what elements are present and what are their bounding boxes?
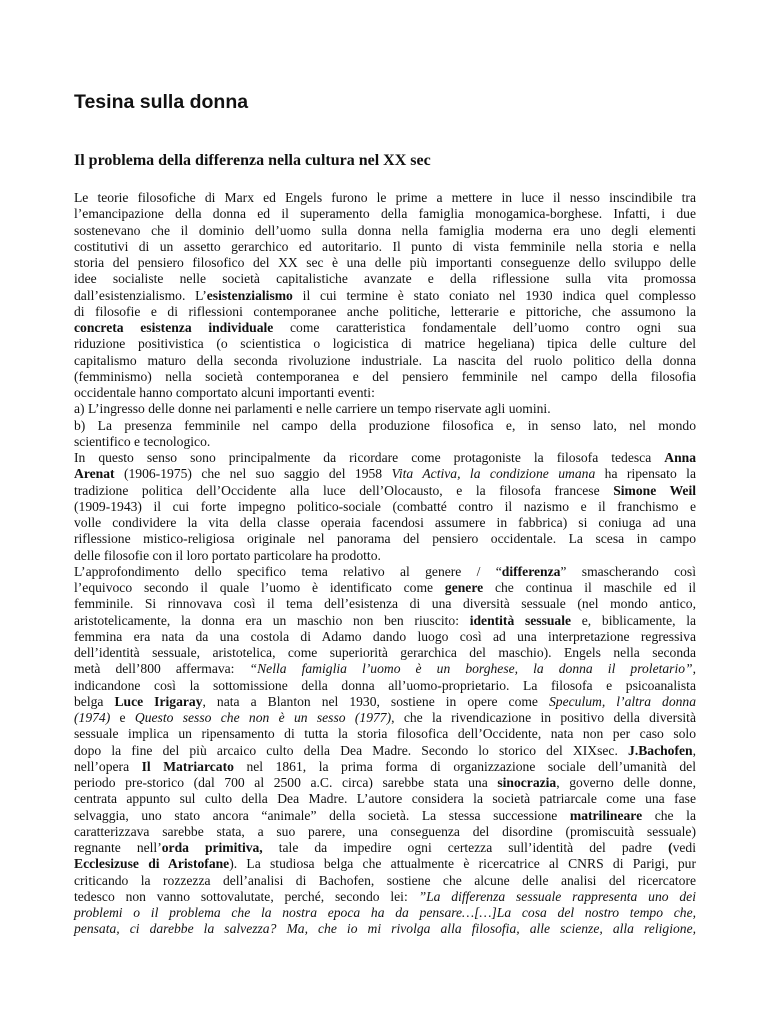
body-line: belga Luce Irigaray, nata a Blanton nel 1930, sostiene in opere come Speculum, l’altra donna (74, 693, 697, 709)
body-line: metà dell’800 affermava: “Nella famiglia l’uomo è un borghese, la donna il proletario”, (74, 661, 697, 677)
body-line: femmina era nata da una costola di Adamo dando luogo così ad una interpretazione regressiva (74, 628, 696, 644)
body-line: (1974) e Questo sesso che non è un sesso (1977), che la rivendicazione in positivo della diversità (74, 710, 696, 725)
body-line: a) L’ingresso delle donne nei parlamenti e nelle carriere un tempo riservate agli uomini. (74, 401, 551, 417)
body-line: tradizione politica dell’Occidente alla luce dell’Olocausto, e la filosofa francese Simone Weil (74, 482, 696, 498)
body-line: tedesco non vanno sottovalutate, perché, secondo lei: ”La differenza sessuale rappresenta uno dei (74, 888, 696, 904)
body-line: pensata, ci darebbe la salvezza? Ma, che io mi rivolga alla filosofia, alle scienze, alla religione, (74, 921, 696, 937)
body-text (74, 190, 696, 938)
body-line: costitutivi di un assetto gerarchico ed autoritario. Il punto di vista femminile nella storia e nella (74, 238, 696, 254)
body-line: caratterizzava sarebbe stata, a suo parere, una conseguenza del disordine (promiscuità sessuale) (74, 823, 696, 839)
body-line: nell’opera Il Matriarcato nel 1861, la prima forma di organizzazione sociale dell’umanità del (74, 758, 696, 774)
body-line: selvaggia, uno stato ancora “animale” della società. La stessa successione matrilineare che la (74, 807, 696, 823)
body-line: problemi o il problema che la nostra epoca ha da pensare…[…]La cosa del nostro tempo che, (74, 905, 696, 920)
body-line: Arenat (1906-1975) che nel suo saggio del 1958 Vita Activa, la condizione umana ha ripensato la (74, 466, 696, 482)
section-heading: Il problema della differenza nella cultura nel XX sec (74, 152, 431, 169)
body-line: (femminismo) nella società contemporanea e del pensiero femminile nel campo della filosofia (74, 368, 696, 384)
body-line: capitalismo maturo della seconda rivoluzione industriale. La nascita del ruolo politico della donna (74, 352, 696, 368)
body-line: b) La presenza femminile nel campo della produzione filosofica e, in senso lato, nel mondo (74, 417, 696, 433)
body-line: l’emancipazione della donna ed il superamento della famiglia monogamica-borghese. Infatti, i due (74, 206, 696, 222)
body-line: dell’identità sessuale, aristotelica, come superiorità gerarchica del maschio). Engels nella seconda (74, 645, 696, 660)
body-line: l’equivoco secondo il quale l’uomo è identificato come genere che continua il maschile ed il (74, 580, 696, 595)
body-line: scientifico e tecnologico. (74, 433, 211, 449)
body-line: dopo la fine del più arcaico culto della Dea Madre. Secondo lo storico del XIXsec. J.Bachofen, (74, 742, 696, 758)
body-line: sostenevano che il dominio dell’uomo sulla donna nella famiglia moderna era uno degli elementi (74, 222, 696, 238)
page-bottom-edge (0, 1016, 768, 1024)
body-line: dall’esistenzialismo. L’esistenzialismo il cui termine è stato coniato nel 1930 indica quel complesso (74, 287, 696, 303)
body-line: periodo pre-storico (dal 700 al 2500 a.C. circa) sarebbe stata una sinocrazia, governo delle donne, (74, 775, 696, 790)
body-line: regnante nell’orda primitiva, tale da impedire ogni certezza sull’identità del padre (vedi (74, 840, 696, 855)
body-line: riflessione mistico-religiosa originale nel panorama del pensiero occidentale. La scesa in campo (74, 531, 696, 547)
body-line: femminile. Si rinnovava così il tema dell’esistenza di una diversità sessuale (nel mondo antico, (74, 596, 696, 612)
body-line: L’approfondimento dello specifico tema relativo al genere / “differenza” smascherando così (74, 563, 696, 579)
body-line: storia del pensiero filosofico del XX sec è una delle più importanti conseguenze dello sviluppo delle (74, 255, 696, 270)
body-line: concreta esistenza individuale come caratteristica fondamentale dell’uomo contro ogni sua (74, 320, 696, 335)
body-line: Le teorie filosofiche di Marx ed Engels furono le prime a mettere in luce il nesso inscindibile tra (74, 190, 696, 205)
body-line: idee socialiste nelle società capitalistiche avanzate e della riflessione sulla vita promossa (74, 271, 696, 287)
body-line: volle condividere la vita della classe operaia facendosi assumere in fabbrica) si coniuga ad una (74, 515, 696, 530)
body-line: riduzione positivistica (o scientistica o logicistica di matrice hegeliana) tipica delle culture del (74, 336, 696, 352)
body-line: aristotelicamente, la donna era un maschio non ben riuscito: identità sessuale e, biblicamente, la (74, 612, 697, 628)
body-line: occidentale hanno comportato alcuni importanti eventi: (74, 385, 375, 400)
body-line: indicandone così la sottomissione della donna all’uomo-proprietario. La filosofa e psicoanalista (74, 677, 696, 693)
body-line: di filosofie e di riflessioni contemporanee anche politiche, letterarie e pittoriche, che assumono la (74, 303, 696, 319)
body-line: delle filosofie con il loro portato particolare ha prodotto. (74, 547, 381, 563)
body-line: centrata appunto sul culto della Dea Madre. L’autore considera la società patriarcale come una fase (74, 791, 696, 807)
body-line: In questo senso sono principalmente da ricordare come protagoniste la filosofa tedesca Anna (74, 450, 696, 465)
body-line: sessuale implica un ripensamento di tutta la storia filosofica dell’Occidente, nata non per caso solo (74, 726, 696, 742)
body-line: criticando la rozzezza dell’analisi di Bachofen, sostiene che alcune delle analisi del ricercatore (74, 872, 696, 888)
body-line: Ecclesizuse di Aristofane). La studiosa belga che attualmente è ricercatrice al CNRS di Parigi, pur (74, 856, 696, 872)
document-title: Tesina sulla donna (74, 91, 249, 113)
body-line: (1909-1943) il cui forte impegno politico-sociale (combatté contro il nazismo e il franchismo e (74, 498, 696, 514)
